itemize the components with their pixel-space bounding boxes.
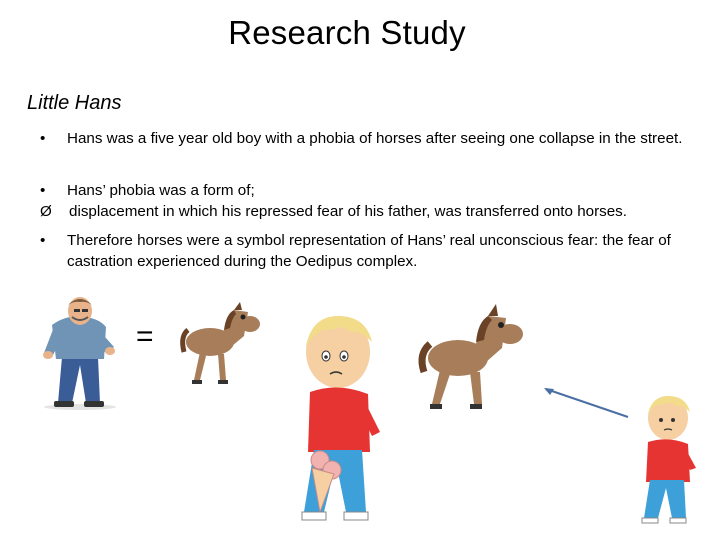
arrow-icon [540, 385, 630, 419]
bullet-text: Hans was a five year old boy with a phobia of horses after seeing one collapse in the street. [67, 130, 683, 147]
hans-boy-small-image [638, 394, 702, 526]
arrow-bullet-marker: Ø [40, 203, 52, 220]
bullet-text: Therefore horses were a symbol representation of Hans’ real unconscious fear: the fear of castration experienced during the Oedipus complex. [67, 232, 671, 270]
father-figure-image [36, 295, 126, 413]
bullet-marker: • [40, 130, 46, 147]
bullet-marker: • [40, 232, 46, 249]
bullet-item [40, 230, 687, 272]
small-horse-image [178, 300, 266, 390]
large-horse-image [416, 300, 528, 412]
bullet-text: displacement in which his repressed fear of his father, was transferred onto horses. [69, 203, 627, 220]
hans-boy-large-image [290, 312, 400, 527]
bullet-text: Hans’ phobia was a form of; [67, 182, 255, 199]
slide-subtitle: Little Hans [27, 92, 122, 114]
bullet-item [40, 128, 687, 149]
bullet-item [40, 180, 687, 201]
bullet-item [40, 201, 689, 222]
bullet-marker: • [40, 182, 46, 199]
equals-sign: = [136, 320, 154, 353]
slide-title: Research Study [228, 14, 466, 51]
